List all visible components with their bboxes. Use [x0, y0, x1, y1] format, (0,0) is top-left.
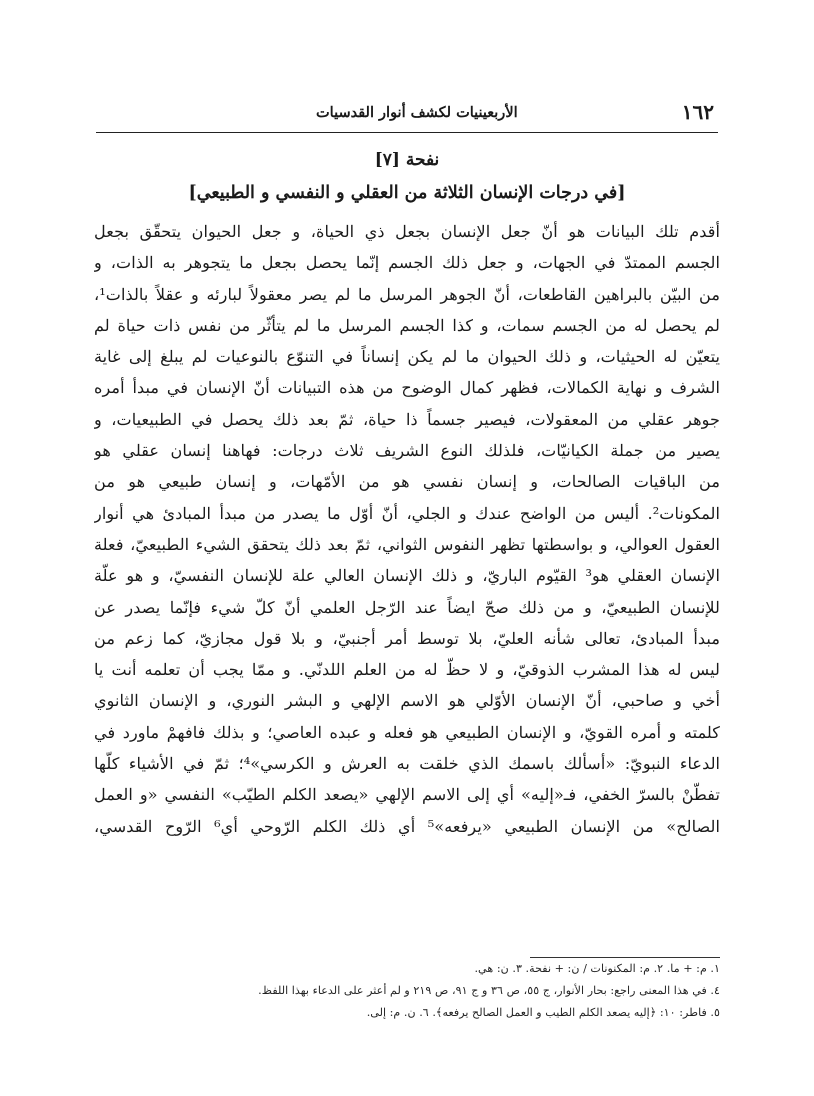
body-line: أقدم تلك البيانات هو أنّ جعل الإنسان بجعل ذي الحياة، و جعل الحيوان يتحقّق بجعل — [94, 222, 720, 241]
body-line: جوهر عقلي من المعقولات، فيصير جسماً ذا حياة، ثمّ بعد ذلك يحصل في الطبيعيات، و — [94, 409, 720, 429]
section-label: نفحة [٧] — [374, 150, 440, 170]
body-line: من البيّن بالبراهين القاطعات، أنّ الجوهر المرسل ما لم يصر معقولاً لبارئه و عقلاً بالذات¹، — [94, 284, 720, 304]
body-line: الدعاء النبويّ: «أسألك باسمك الذي خلقت به العرش و الكرسي»⁴؛ ثمّ في الأشياء كلّها — [94, 754, 720, 774]
footnote-line: ١. م: + ما. ٢. م: المكنونات / ن: + نفحة. ٣. ن: هي. — [474, 962, 720, 975]
body-line: المكونات². أليس من الواضح عندك و الجلي، أنّ أوّل ما يصدر من مبدأ المبادئ هي أنوار — [94, 503, 720, 523]
body-line: كلمته و أمره القويّ، و الإنسان الطبيعي هو فعله و عبده العاصي؛ و بذلك فافهمْ ماورد في — [94, 722, 720, 742]
body-line: الإنسان العقلي هو³ القيّوم الباريّ، و ذلك الإنسان العالي علة للإنسان النفسيّ، و هو علّة — [94, 566, 720, 586]
body-line: مبدأ المبادئ، تعالى شأنه العليّ، بلا توسط أمر أجنبيّ، و بلا قول مجازيّ، كما زعم من — [94, 628, 720, 648]
body-line: للإنسان الطبيعيّ، و من ذلك صحّ ايضاً عند الرّجل العلمي أنّ كلّ شيء فإنّما يصدر عن — [94, 597, 720, 617]
body-line: لم يحصل له من الجسم سمات، و كذا الجسم المرسل ما لم يتأثّر من نفس ذات حياة لم — [94, 315, 720, 335]
footnote-line: ٤. في هذا المعنى راجع: بحار الأنوار، ج ٥٥، ص ٣٦ و ج ٩١، ص ٢١٩ و لم أعثر على الدعاء بهذا اللفظ. — [258, 984, 720, 997]
body-line: ليس له هذا المشرب الذوقيّ، و لا حظّ له من العلم اللدنّي. و ممّا يجب أن تعلمه أنت يا — [94, 660, 720, 680]
running-title: الأربعينيات لكشف أنوار القدسيات — [316, 104, 518, 121]
body-text — [94, 216, 720, 842]
body-line: الصالح» من الإنسان الطبيعي «يرفعه»⁵ أي ذلك الكلم الرّوحي أي⁶ الرّوح القدسي، — [94, 816, 720, 836]
body-line: يتعيّن له الحيثيات، و ذلك الحيوان ما لم يكن إنساناً في التنوّع بالنوعيات لم يبلغ إلى غاية — [94, 347, 720, 367]
body-line: يصير من جملة الكيانيّات، فلذلك النوع الشريف ثلاث درجات: فهاهنا إنسان عقلي هو — [94, 441, 720, 461]
page-header — [96, 98, 718, 133]
body-line: تفطّنْ بالسرّ الخفي، فـ«إليه» أي إلى الاسم الإلهي «يصعد الكلم الطيّب» النفسي «و العمل — [94, 785, 720, 805]
body-line: أخي و صاحبي، أنّ الإنسان الأوّلي هو الاسم الإلهي و البشر النوري، و الإنسان الثانوي — [94, 691, 720, 711]
body-line: الجسم الممتدّ في الجهات، و جعل ذلك الجسم إنّما يحصل بجعل ما يتجوهر به الذات، و — [94, 253, 720, 273]
body-line: من الباقيات الصالحات، و إنسان نفسي هو من الأمّهات، و إنسان طبيعي هو من — [94, 472, 720, 492]
footnote-line: ٥. فاطر: ١٠: ﴿إليه يصعد الكلم الطيب و العمل الصالح يرفعه﴾. ٦. ن. م: إلى. — [366, 1006, 720, 1019]
body-line: الشرف و نهاية الكمالات، فظهر كمال الوضوح من هذه التبيانات أنّ الإنسان في مبدأ أمره — [94, 378, 720, 398]
body-line: العقول العوالي، و بواسطتها تظهر النفوس الثواني، ثمّ بعد ذلك يتحقق الشيء الطبيعيّ، فعلة — [94, 534, 720, 554]
section-title: [في درجات الإنسان الثلاثة من العقلي و النفسي و الطبيعي] — [188, 183, 626, 203]
footnotes — [100, 958, 720, 1024]
page-number: ١٦٢ — [681, 100, 714, 124]
